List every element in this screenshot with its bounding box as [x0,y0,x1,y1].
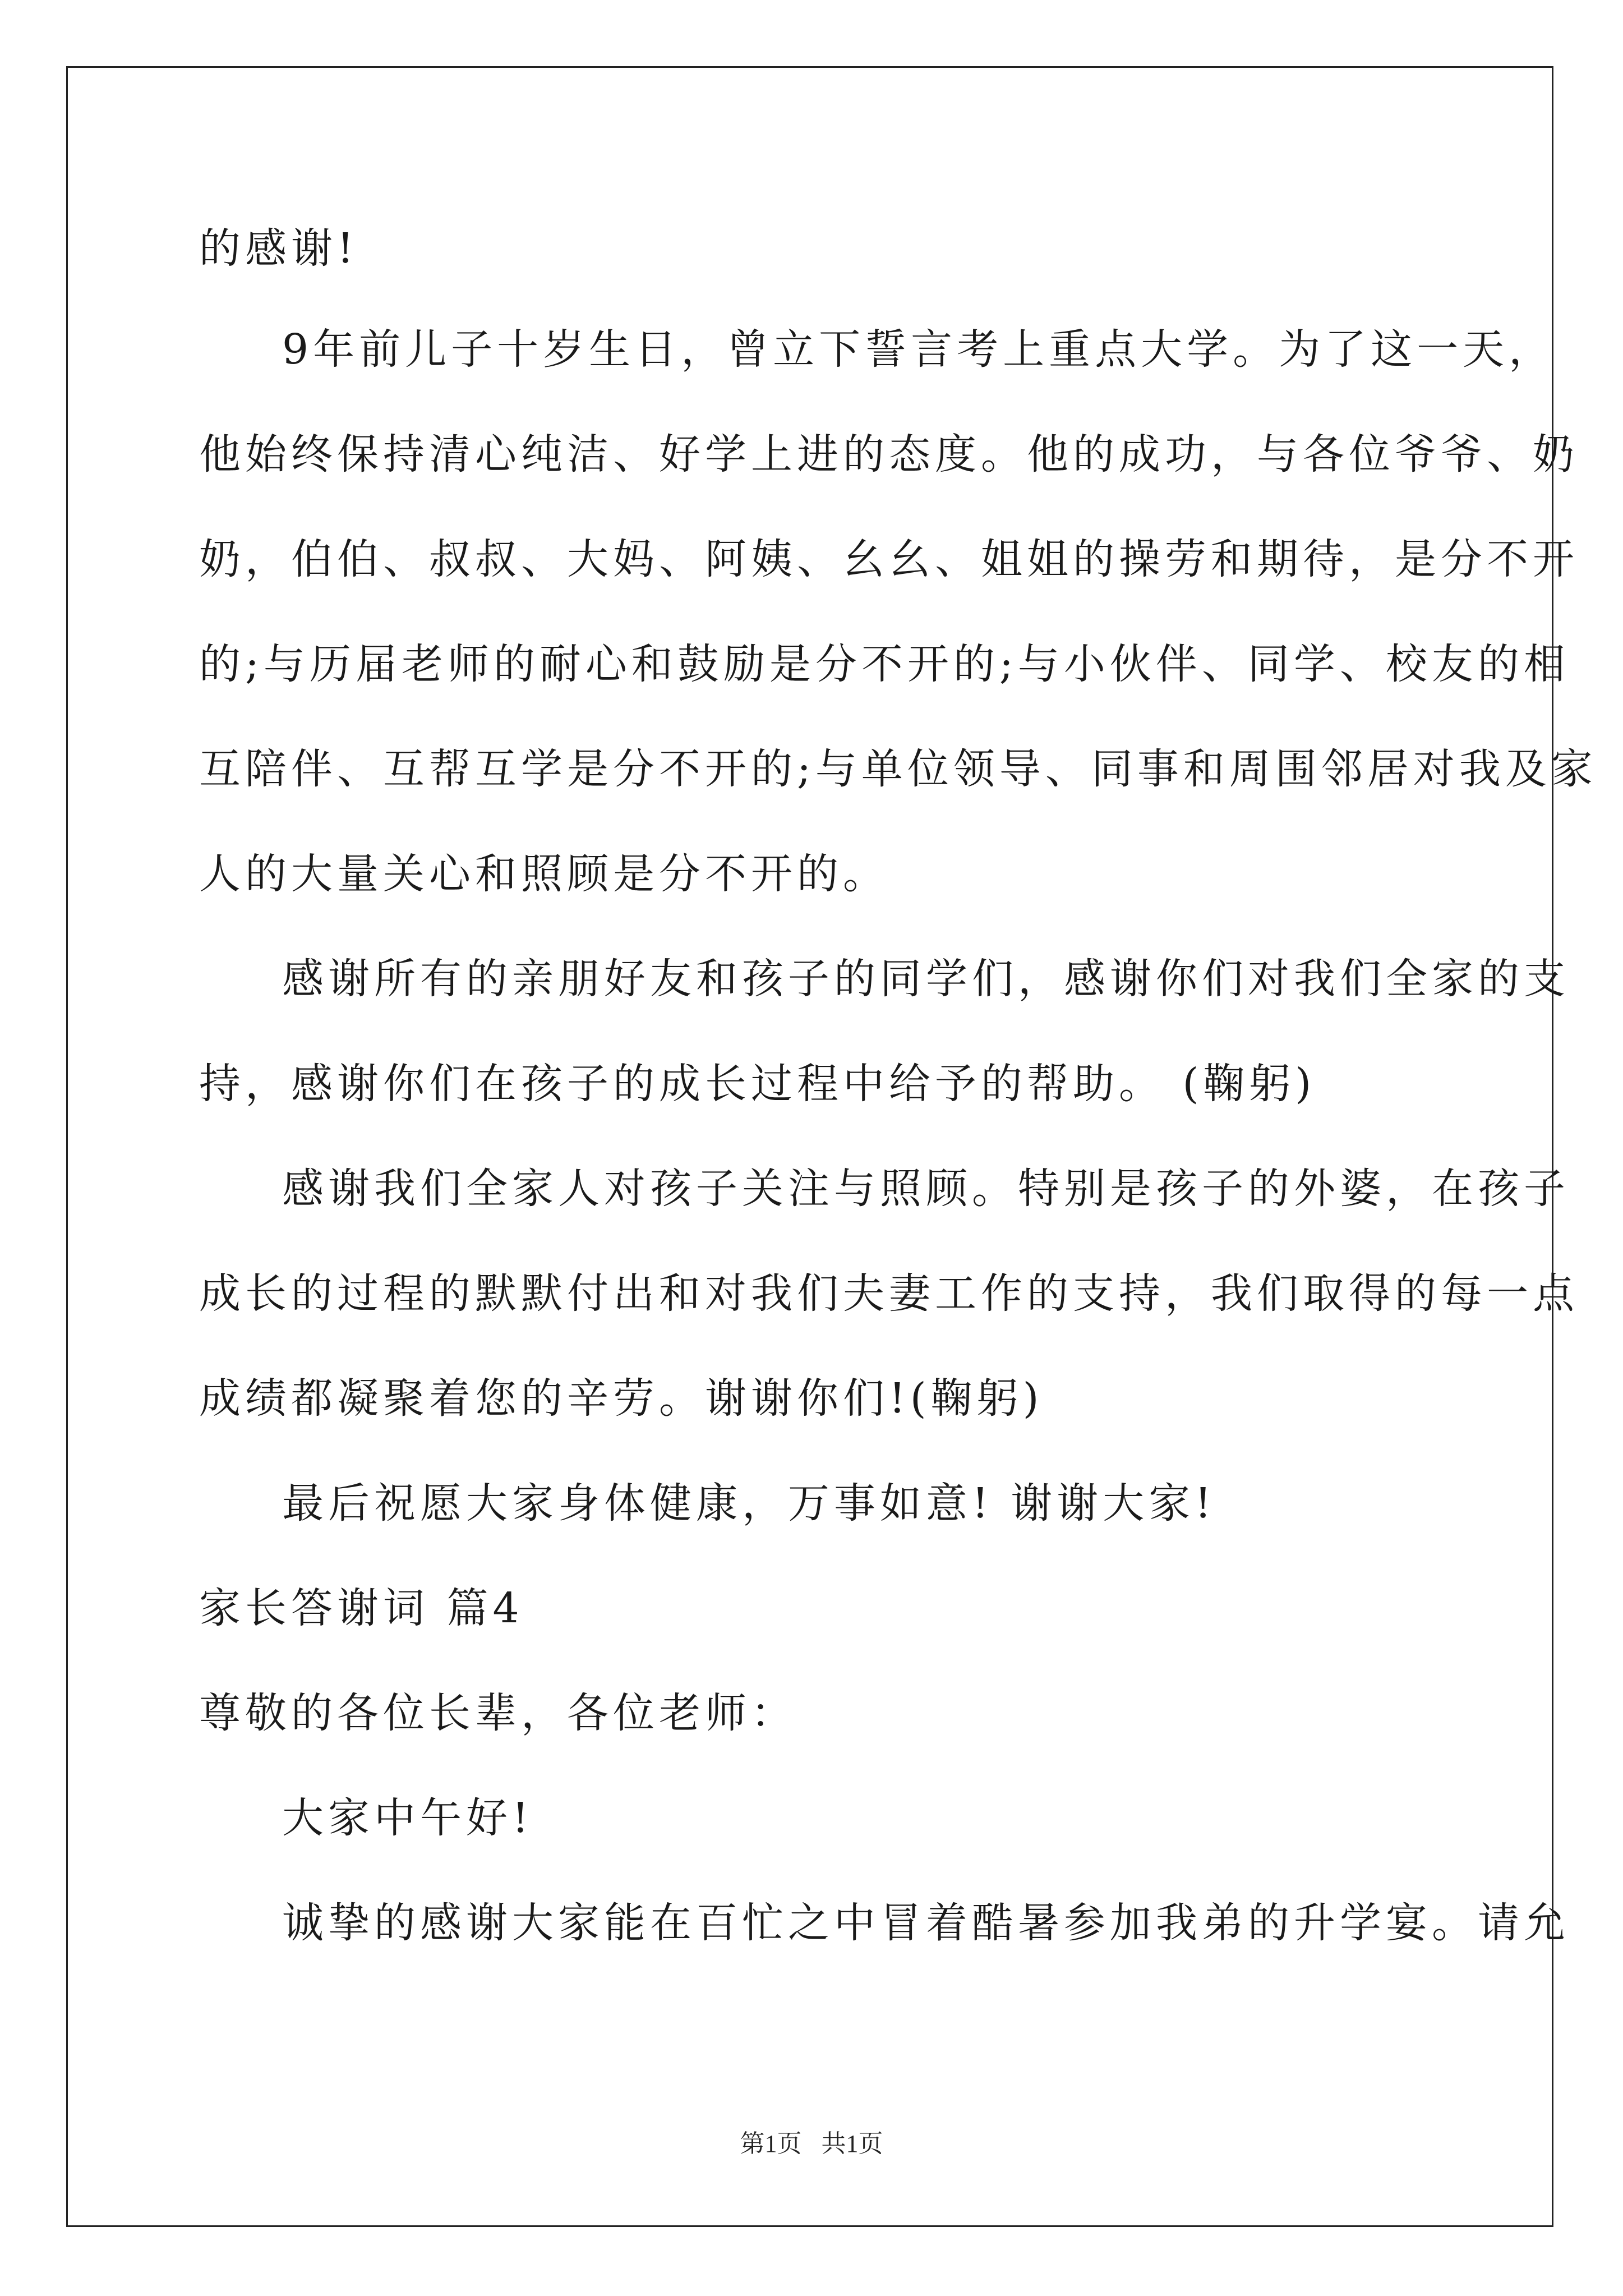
text-line: 感谢所有的亲朋好友和孩子的同学们，感谢你们对我们全家的支 [282,955,1570,1003]
text-line: 的;与历届老师的耐心和鼓励是分不开的;与小伙伴、同学、校友的相 [199,640,1570,688]
text-line: 9年前儿子十岁生日，曾立下誓言考上重点大学。为了这一天， [282,325,1555,374]
text-line: 成长的过程的默默付出和对我们夫妻工作的支持，我们取得的每一点 [199,1269,1579,1318]
page-total: 共1页 [821,2130,883,2157]
text-line: 人的大量关心和照顾是分不开的。 [199,850,889,898]
text-line: 持，感谢你们在孩子的成长过程中给予的帮助。 (鞠躬) [199,1060,1316,1108]
greeting: 大家中午好! [282,1794,533,1842]
page-number: 第1页 [740,2130,802,2157]
text-line: 最后祝愿大家身体健康，万事如意! 谢谢大家! [282,1479,1216,1527]
page-footer [0,2128,1623,2160]
text-line: 他始终保持清心纯洁、好学上进的态度。他的成功，与各位爷爷、奶 [199,430,1579,478]
section-heading: 家长答谢词 篇4 [199,1584,524,1632]
text-line: 互陪伴、互帮互学是分不开的;与单位领导、同事和周围邻居对我及家 [199,745,1597,793]
text-line: 诚挚的感谢大家能在百忙之中冒着酷暑参加我弟的升学宴。请允 [282,1899,1570,1947]
text-line: 奶，伯伯、叔叔、大妈、阿姨、幺幺、姐姐的操劳和期待，是分不开 [199,535,1579,583]
text-line: 感谢我们全家人对孩子关注与照顾。特别是孩子的外婆，在孩子 [282,1165,1570,1213]
text-line: 的感谢! [199,224,358,273]
salutation: 尊敬的各位长辈，各位老师： [199,1689,797,1737]
text-line: 成绩都凝聚着您的辛劳。谢谢你们!(鞠躬) [199,1374,1044,1423]
